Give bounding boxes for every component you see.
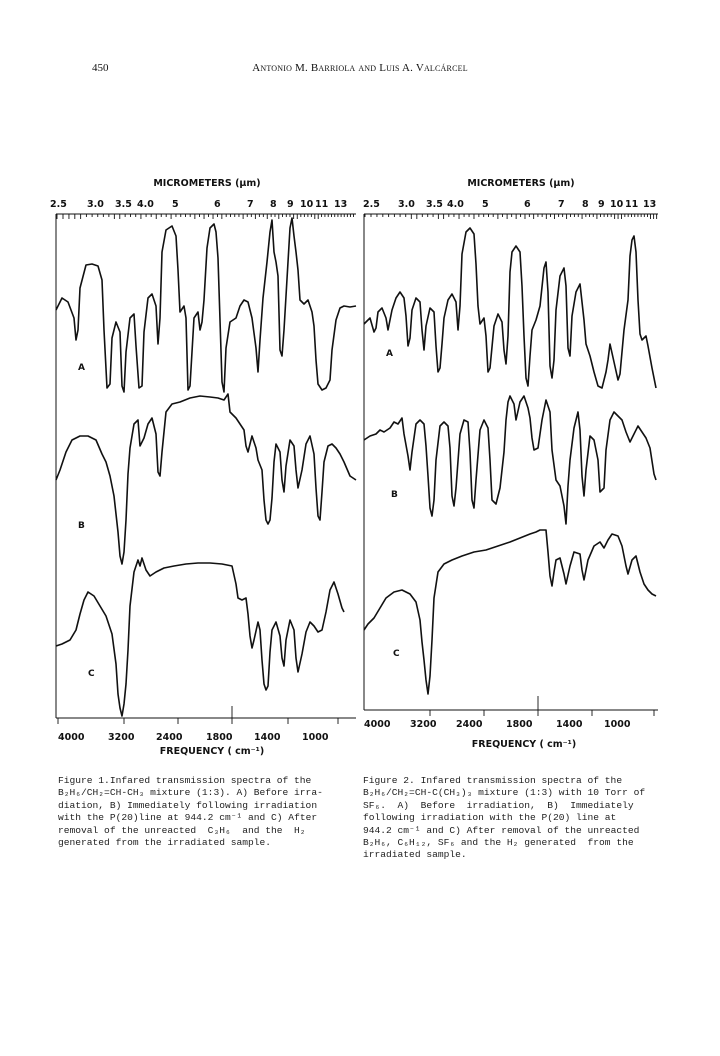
- fig1-top-tick-label: 11: [315, 199, 329, 210]
- fig2-trace-label-a: A: [386, 349, 393, 359]
- figure-2-caption: Figure 2. Infared transmission spectra of the B₂H₆/CH₂=CH-C(CH₃)₃ mixture (1:3) with 10 Torr of SF₆. A) Before irradiation, B) Immediately following irradiation with the P(20) line at 944.2 cm⁻¹ and C) After removal of the unreacted B₂H₆, C₆H₁₂, SF₆ and the H₂ generated from the irradiated sample.: [363, 775, 646, 861]
- fig1-top-tick-labels: [50, 199, 347, 210]
- fig2-bottom-tick-label: 1800: [506, 719, 533, 730]
- fig1-bottom-axis-title: FREQUENCY ( cm⁻¹): [159, 746, 265, 757]
- fig1-top-tick-label: 8: [270, 199, 277, 210]
- fig2-top-tick-label: 10: [610, 199, 624, 210]
- fig2-top-tick-label: 9: [598, 199, 605, 210]
- fig1-top-tick-label: 3.5: [115, 199, 132, 210]
- fig1-bottom-tick-label: 2400: [156, 732, 183, 743]
- fig1-top-tick-label: 13: [334, 199, 348, 210]
- fig2-top-tick-labels: [363, 199, 656, 210]
- fig2-top-tick-label: 4.0: [447, 199, 464, 210]
- fig2-top-tick-label: 6: [524, 199, 531, 210]
- fig2-bottom-axis-title: FREQUENCY ( cm⁻¹): [471, 739, 577, 750]
- fig2-top-tick-label: 11: [625, 199, 639, 210]
- fig2-bottom-tick-label: 3200: [410, 719, 437, 730]
- fig1-top-tick-label: 9: [287, 199, 294, 210]
- fig2-bottom-tick-label: 4000: [364, 719, 391, 730]
- fig1-top-tick-label: 3.0: [87, 199, 104, 210]
- fig2-top-tick-label: 8: [582, 199, 589, 210]
- fig2-spectrum-b: [364, 396, 656, 524]
- fig2-top-tick-label: 3.0: [398, 199, 415, 210]
- fig2-top-tick-label: 7: [558, 199, 565, 210]
- fig1-spectrum-c: [56, 558, 344, 716]
- fig1-top-tick-label: 2.5: [50, 199, 67, 210]
- fig1-bottom-tick-labels: [58, 732, 329, 743]
- figure-1-caption: Figure 1.Infared transmission spectra of the B₂H₆/CH₂=CH-CH₃ mixture (1:3). A) Before irra- diation, B) Immediately following irradiation with the P(20)line at 944.2 cm⁻¹ and C) After removal of the unreacted C₃H₆ and the H₂ generated from the irradiated sample.: [58, 775, 323, 849]
- fig1-trace-label-b: B: [78, 521, 85, 531]
- fig2-top-minor-ticks: [365, 214, 657, 219]
- page-number: 450: [92, 62, 109, 74]
- fig2-top-tick-label: 2.5: [363, 199, 380, 210]
- fig2-top-tick-label: 3.5: [426, 199, 443, 210]
- fig2-top-tick-label: 5: [482, 199, 489, 210]
- fig1-top-tick-label: 4.0: [137, 199, 154, 210]
- fig2-bottom-tick-label: 1400: [556, 719, 583, 730]
- fig1-trace-label-a: A: [78, 363, 85, 373]
- fig1-bottom-tick-label: 1400: [254, 732, 281, 743]
- fig1-spectrum-a: [56, 218, 356, 392]
- fig2-bottom-tick-labels: [364, 719, 631, 730]
- fig1-top-tick-label: 6: [214, 199, 221, 210]
- fig2-top-axis-title: MICROMETERS (μm): [467, 178, 575, 189]
- fig1-top-minor-ticks: [57, 214, 353, 219]
- fig2-top-tick-label: 13: [643, 199, 657, 210]
- fig1-spectrum-b: [56, 394, 356, 564]
- fig1-bottom-tick-label: 1800: [206, 732, 233, 743]
- fig2-trace-label-c: C: [393, 649, 400, 659]
- figure-2: [363, 178, 658, 750]
- fig2-spectrum-a: [364, 228, 656, 388]
- fig2-trace-label-b: B: [391, 490, 398, 500]
- figure-1: [50, 178, 356, 757]
- fig1-trace-label-c: C: [88, 669, 95, 679]
- fig1-bottom-tick-label: 4000: [58, 732, 85, 743]
- fig2-spectrum-c: [364, 530, 656, 694]
- fig2-bottom-tick-label: 1000: [604, 719, 631, 730]
- fig2-bottom-tick-label: 2400: [456, 719, 483, 730]
- fig1-top-tick-label: 7: [247, 199, 254, 210]
- running-head-authors: Antonio M. Barriola and Luis A. Valcárcel: [252, 62, 468, 74]
- fig1-top-axis-title: MICROMETERS (μm): [153, 178, 261, 189]
- fig1-top-tick-label: 5: [172, 199, 179, 210]
- fig1-bottom-tick-label: 3200: [108, 732, 135, 743]
- fig1-bottom-tick-label: 1000: [302, 732, 329, 743]
- fig1-top-tick-label: 10: [300, 199, 314, 210]
